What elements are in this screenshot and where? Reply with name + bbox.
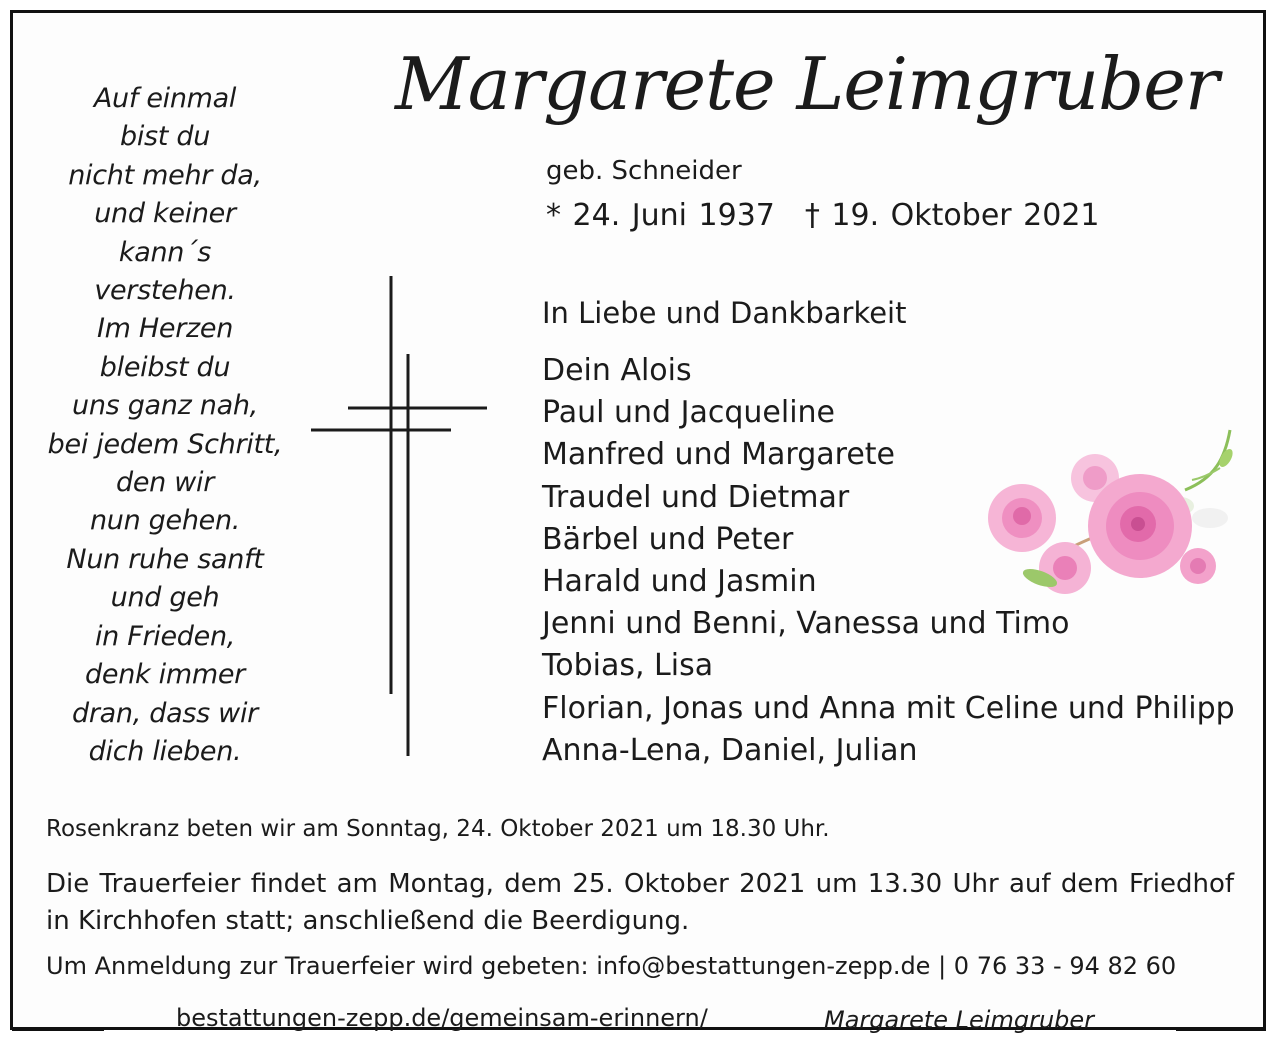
poem-line: nun gehen. [89, 505, 241, 537]
poem-line: dich lieben. [88, 735, 242, 767]
birth-date: * 24. Juni 1937 [546, 198, 775, 233]
poem-line: bleibst du [99, 351, 231, 383]
poem-line: Im Herzen [96, 313, 234, 345]
intro-line: In Liebe und Dankbarkeit [542, 296, 907, 330]
poem-line: bist du [119, 121, 211, 153]
signature-name: Margarete Leimgruber [824, 1006, 1095, 1034]
footer-rule-left [12, 1028, 104, 1031]
poem-line: kann´s [118, 236, 212, 268]
rose-flower-icon [980, 418, 1240, 608]
family-member: Jenni und Benni, Vanessa und Timo [542, 606, 1070, 642]
poem-line: Nun ruhe sanft [66, 543, 264, 575]
deceased-name: Margarete Leimgruber [395, 42, 1219, 126]
rosary-notice: Rosenkranz beten wir am Sonntag, 24. Oktober 2021 um 18.30 Uhr. [46, 816, 830, 842]
poem-line: dran, dass wir [72, 697, 258, 729]
poem-line: denk immer [85, 659, 245, 691]
poem-line: Auf einmal [93, 83, 237, 114]
poem-line: nicht mehr da, [68, 159, 262, 191]
family-member: Anna-Lena, Daniel, Julian [542, 732, 918, 768]
family-member: Paul und Jacqueline [542, 395, 835, 431]
life-dates [546, 198, 1100, 233]
family-member: Traudel und Dietmar [542, 479, 850, 515]
death-date: † 19. Oktober 2021 [804, 198, 1100, 233]
funeral-notice: Die Trauerfeier findet am Montag, dem 25. Oktober 2021 um 13.30 Uhr auf dem Friedhof in Kirchhofen statt; anschließend die Beerdigung. [46, 869, 1234, 936]
poem-line: uns ganz nah, [72, 390, 258, 422]
family-member: Bärbel und Peter [542, 521, 794, 557]
poem [30, 80, 300, 771]
poem-line: und keiner [94, 198, 236, 230]
poem-line: den wir [115, 467, 215, 499]
family-member: Harald und Jasmin [542, 564, 817, 600]
birth-name: geb. Schneider [546, 156, 742, 186]
cross-icon [305, 270, 495, 762]
family-member: Florian, Jonas und Anna mit Celine und Philipp [542, 690, 1235, 726]
footer-rule-right [1176, 1028, 1266, 1031]
family-member: Dein Alois [542, 353, 692, 388]
family-member: Manfred und Margarete [542, 437, 896, 473]
family-member: Tobias, Lisa [542, 648, 714, 684]
memorial-url[interactable]: bestattungen-zepp.de/gemeinsam-erinnern/ [176, 1004, 708, 1032]
poem-line: verstehen. [94, 275, 236, 307]
poem-line: bei jedem Schritt, [47, 428, 283, 460]
contact-line: Um Anmeldung zur Trauerfeier wird gebeten: info@bestattungen-zepp.de | 0 76 33 - 94 82 60 [46, 952, 1177, 980]
poem-line: in Frieden, [94, 620, 236, 652]
poem-line: und geh [110, 582, 220, 614]
